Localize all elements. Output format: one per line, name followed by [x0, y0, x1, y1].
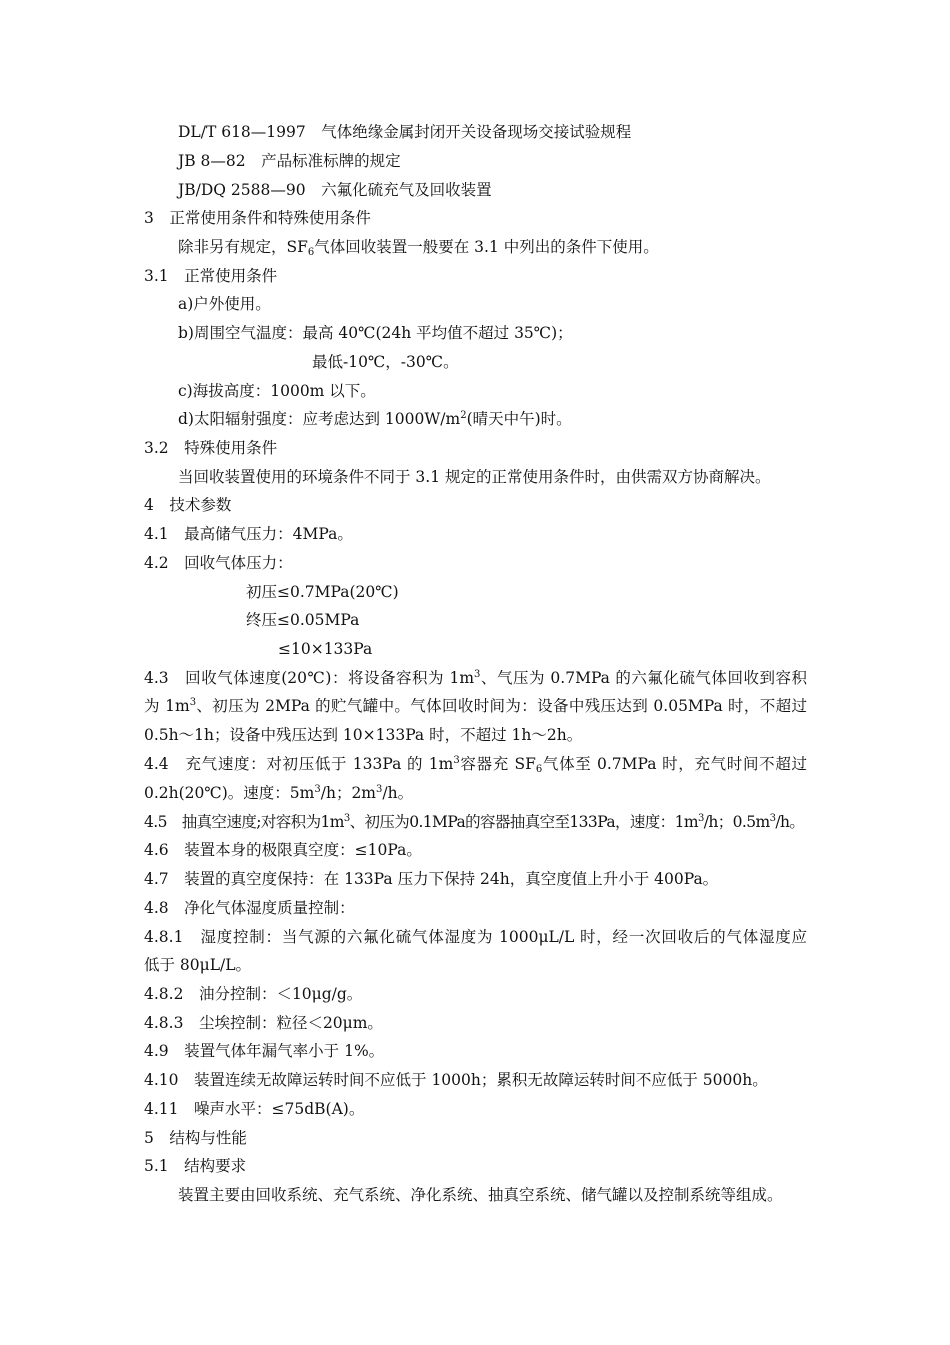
text: 为 1m: [144, 697, 190, 715]
text: 容器充 SF: [459, 755, 536, 773]
text: 4.5 抽真空速度;对容积为1m: [144, 813, 344, 831]
item-4-4-line-2: [144, 783, 413, 803]
standard-ref-1: [178, 122, 631, 142]
item-4-2-final-alt: ≤10×133Pa: [278, 640, 373, 658]
text: /h。: [382, 784, 414, 802]
section-5-heading: 5 结构与性能: [144, 1129, 247, 1147]
standard-code: JB 8—82: [178, 152, 246, 170]
condition-d: [178, 409, 572, 429]
standard-code: DL/T 618—1997: [178, 123, 306, 141]
section-3-1-heading: 3.1 正常使用条件: [144, 267, 278, 285]
section-3-2-heading: 3.2 特殊使用条件: [144, 439, 278, 457]
text: /h；2m: [320, 784, 376, 802]
item-4-11: 4.11 噪声水平：≤75dB(A)。: [144, 1100, 365, 1118]
item-4-10: 4.10 装置连续无故障运转时间不应低于 1000h；累积无故障运转时间不应低于 5000h。: [144, 1071, 768, 1089]
item-4-5: [144, 812, 804, 832]
text: 4.3 回收气体速度(20℃)：将设备容积为 1m: [144, 669, 475, 687]
item-4-4-line-1: [144, 754, 807, 774]
text: d)太阳辐射强度：应考虑达到 1000W/m: [178, 410, 461, 428]
item-4-8: 4.8 净化气体湿度质量控制：: [144, 899, 355, 917]
standard-title: 气体绝缘金属封闭开关设备现场交接试验规程: [321, 123, 632, 141]
condition-a: a)户外使用。: [178, 295, 271, 313]
standard-title: 产品标准标牌的规定: [261, 152, 401, 170]
item-4-7: 4.7 装置的真空度保持：在 133Pa 压力下保持 24h，真空度值上升小于 400Pa。: [144, 870, 719, 888]
text: 、气压为 0.7MPa 的六氟化硫气体回收到容积: [480, 669, 808, 687]
item-4-6: 4.6 装置本身的极限真空度：≤10Pa。: [144, 841, 422, 859]
text: 、初压为0.1MPa的容器抽真空至133Pa，速度：1m: [349, 813, 698, 831]
standard-title: 六氟化硫充气及回收装置: [321, 181, 492, 199]
text: 0.2h(20℃)。速度：5m: [144, 784, 315, 802]
item-4-8-3: 4.8.3 尘埃控制：粒径＜20μm。: [144, 1014, 383, 1032]
standard-ref-2: [178, 151, 401, 171]
superscript: 3: [189, 697, 197, 708]
text: /h；0.5m: [703, 813, 770, 831]
section-5-1-text: 装置主要由回收系统、充气系统、净化系统、抽真空系统、储气罐以及控制系统等组成。: [178, 1186, 783, 1204]
superscript: 3: [343, 813, 350, 824]
item-4-9: 4.9 装置气体年漏气率小于 1%。: [144, 1042, 385, 1060]
item-4-3-line-3: 0.5h～1h；设备中残压达到 10×133Pa 时，不超过 1h～2h。: [144, 726, 583, 744]
section-4-heading: 4 技术参数: [144, 496, 232, 514]
text: 气体回收装置一般要在 3.1 中列出的条件下使用。: [314, 238, 659, 256]
section-3-2-text: 当回收装置使用的环境条件不同于 3.1 规定的正常使用条件时，由供需双方协商解决。: [178, 468, 771, 486]
superscript: 3: [453, 755, 460, 766]
section-3-heading: 3 正常使用条件和特殊使用条件: [144, 209, 371, 227]
text: (晴天中午)时。: [466, 410, 572, 428]
superscript: 3: [376, 784, 383, 795]
section-5-1-heading: 5.1 结构要求: [144, 1157, 247, 1175]
item-4-2: 4.2 回收气体压力：: [144, 554, 293, 572]
section-3-intro: [178, 237, 659, 257]
subscript: 6: [307, 247, 315, 258]
text: /h。: [775, 813, 805, 831]
condition-b-min: 最低-10℃，-30℃。: [312, 353, 459, 371]
item-4-1: 4.1 最高储气压力：4MPa。: [144, 525, 353, 543]
text: 4.4 充气速度：对初压低于 133Pa 的 1m: [144, 755, 454, 773]
superscript: 3: [314, 784, 321, 795]
superscript: 3: [769, 813, 776, 824]
standard-ref-3: [178, 180, 492, 200]
item-4-8-1-line-1: 4.8.1 湿度控制：当气源的六氟化硫气体湿度为 1000μL/L 时，经一次回收后的气体湿度应: [144, 928, 807, 946]
item-4-8-1-line-2: 低于 80μL/L。: [144, 956, 252, 974]
item-4-3-line-2: [144, 696, 807, 716]
item-4-8-2: 4.8.2 油分控制：＜10μg/g。: [144, 985, 363, 1003]
text: 除非另有规定，SF: [178, 238, 308, 256]
subscript: 6: [535, 764, 543, 775]
condition-c: c)海拔高度：1000m 以下。: [178, 382, 376, 400]
standard-code: JB/DQ 2588—90: [178, 181, 306, 199]
condition-b: b)周围空气温度：最高 40℃(24h 平均值不超过 35℃)；: [178, 324, 573, 342]
item-4-3-line-1: [144, 668, 807, 688]
text: 气体至 0.7MPa 时，充气时间不超过: [542, 755, 807, 773]
superscript: 3: [697, 813, 704, 824]
item-4-2-initial: 初压≤0.7MPa(20℃): [246, 583, 399, 601]
item-4-2-final: 终压≤0.05MPa: [246, 611, 360, 629]
superscript: 3: [474, 669, 481, 680]
text: 、初压为 2MPa 的贮气罐中。气体回收时间为：设备中残压达到 0.05MPa 时，不超过: [196, 697, 807, 715]
superscript: 2: [460, 410, 467, 421]
